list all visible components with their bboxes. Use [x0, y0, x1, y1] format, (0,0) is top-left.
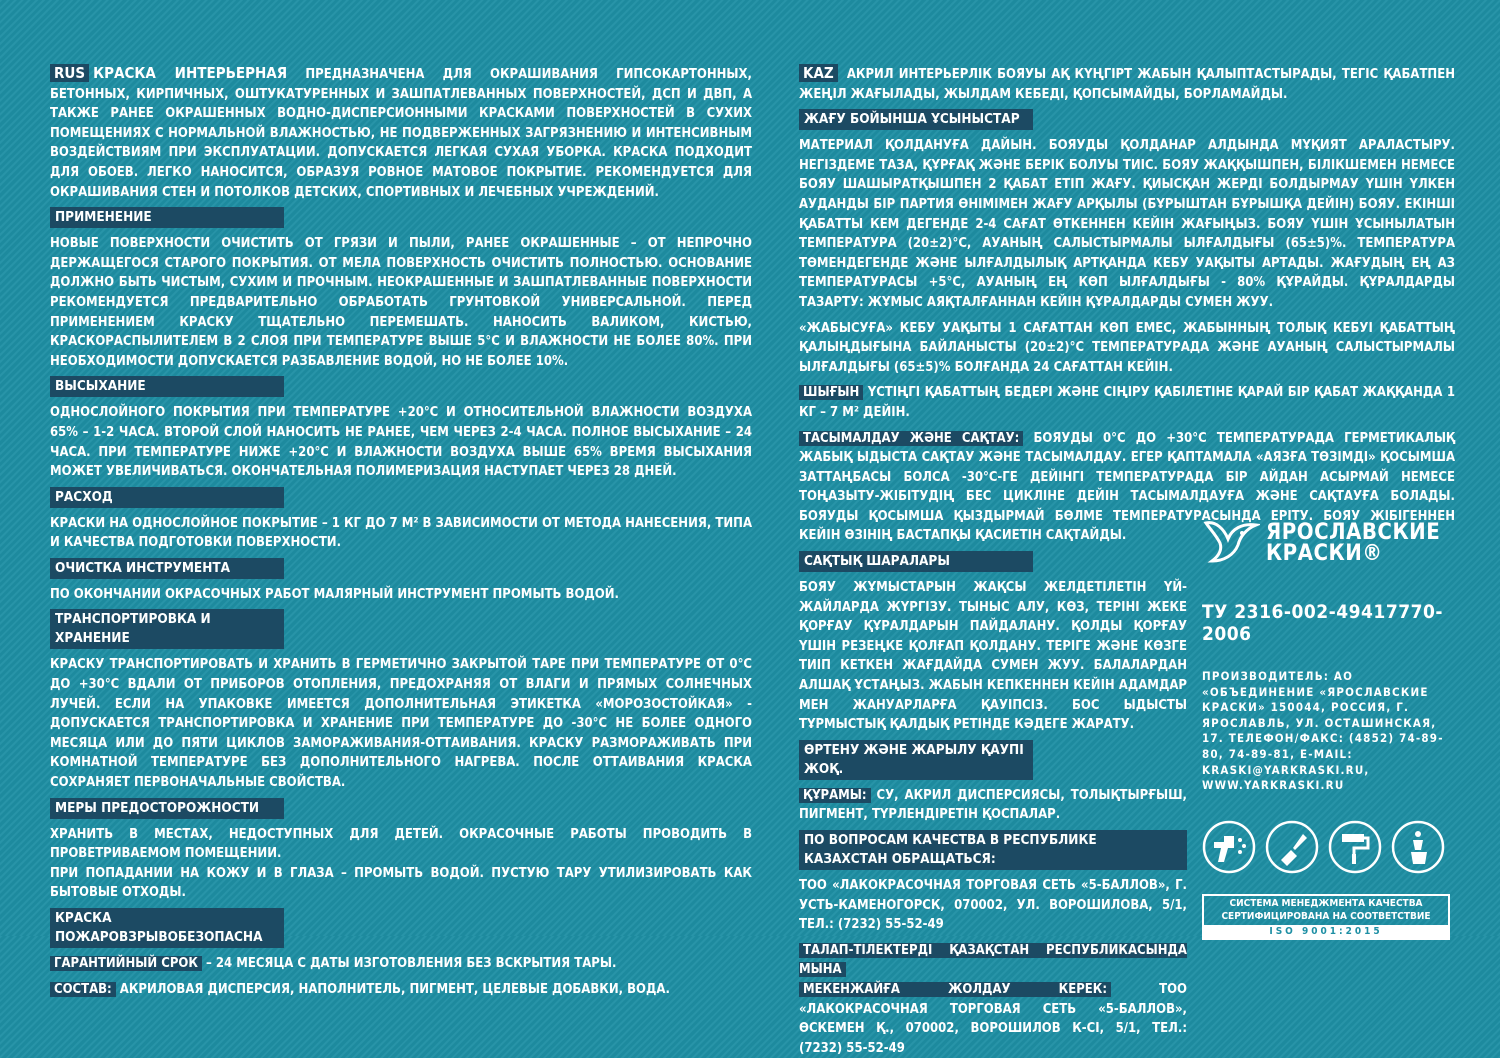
rus-intro	[50, 64, 752, 202]
rus-warranty	[50, 954, 752, 974]
kaz-intro	[799, 64, 1455, 104]
iso-line-1: СИСТЕМА МЕНЕДЖМЕНТА КАЧЕСТВА	[1229, 897, 1423, 909]
kaz-claims-text: ТОО «ЛАКОКРАСОЧНАЯ ТОРГОВАЯ СЕТЬ «5-БАЛЛОВ», ӨСКЕМЕН Қ., 070002, ВОРОШИЛОВ К-СІ, 5/1, ТЕЛ.: (7232) 55-52-49	[799, 981, 1187, 1056]
rus-drying-text: ОДНОСЛОЙНОГО ПОКРЫТИЯ ПРИ ТЕМПЕРАТУРЕ +20°С И ОТНОСИТЕЛЬНОЙ ВЛАЖНОСТИ ВОЗДУХА 65% – 1-2 ЧАСА. ВТОРОЙ СЛОЙ НАНОСИТЬ НЕ РАНЕЕ, ЧЕМ ЧЕРЕЗ 2-4 ЧАСА. ПОЛНОЕ ВЫСЫХАНИЕ – 24 ЧАСА. ПРИ ТЕМПЕРАТУРЕ НИЖЕ +20°С И ВЛАЖНОСТИ ВОЗДУХА ВЫШЕ 65% ВРЕМЯ ВЫСЫХАНИЯ МОЖЕТ УВЕЛИЧИВАТЬСЯ. ОКОНЧАТЕЛЬНАЯ ПОЛИМЕРИЗАЦИЯ НАСТУПАЕТ ЧЕРЕЗ 28 ДНЕЙ.	[50, 405, 752, 480]
iso-line-2: СЕРТИФИЦИРОВАНА НА СООТВЕТСТВИЕ	[1221, 910, 1431, 922]
rus-fire-safe: КРАСКА ПОЖАРОВЗРЫВОБЕЗОПАСНА	[50, 908, 284, 948]
kaz-storage-label: ТАСЫМАЛДАУ ЖӘНЕ САҚТАУ:	[799, 431, 1023, 446]
kaz-composition-text: СУ, АКРИЛ ДИСПЕРСИЯСЫ, ТОЛЫҚТЫРҒЫШ, ПИГМЕНТ, ТҮРЛЕНДІРЕТІН ҚОСПАЛАР.	[799, 787, 1187, 823]
rus-cleaning-header: ОЧИСТКА ИНСТРУМЕНТА	[50, 558, 284, 579]
kaz-usage-text-1: МАТЕРИАЛ ҚОЛДАНУҒА ДАЙЫН. БОЯУДЫ ҚОЛДАНАР АЛДЫНДА МҰҚИЯТ АРАЛАСТЫРУ. НЕГІЗДЕМЕ ТАЗА, ҚҰРҒАҚ ЖӘНЕ БЕРІК БОЛУЫ ТИІС. БОЯУ ЖАҚҚЫШПЕН, БІЛІКШЕМЕН НЕМЕСЕ БОЯУ ШАШЫРАТҚЫШПЕН 2 ҚАБАТ ЕТІП ЖАҒУ. ҚИЫСҚАН ЖЕРДІ БОЛДЫРМАУ ҮШІН ҮЛКЕН АУДАНДЫ БІР ПАРТИЯ ӨНІМІМЕН ЖАҒУ АРҚЫЛЫ (БҰРЫШТАН БҰРЫШҚА ДЕЙІН) БОЯУ. ЕКІНШІ ҚАБАТТЫ КЕМ ДЕГЕНДЕ 2-4 САҒАТ ӨТКЕННЕН КЕЙІН ЖАҒЫҢЫЗ. БОЯУ ҮШІН ҰСЫНЫЛАТЫН ТЕМПЕРАТУРА (20±2)°С, АУАНЫҢ САЛЫСТЫРМАЛЫ ЫЛҒАЛДЫҒЫ (65±5)%. ТЕМПЕРАТУРА ТӨМЕНДЕГЕНДЕ ЖӘНЕ ЫЛҒАЛДЫЛЫҚ АРТҚАНДА КЕБУ УАҚЫТЫ АРТАДЫ. ЖАҒУДЫҢ ЕҢ АЗ ТЕМПЕРАТУРАСЫ +5°С, АУАНЫҢ ЕҢ КӨП ЫЛҒАЛДЫҒЫ - 80% ҚҰРАЙДЫ. ҚҰРАЛДАРДЫ ТАЗАРТУ: ЖҰМЫС АЯҚТАЛҒАННАН КЕЙІН ҚҰРАЛДАРДЫ СУМЕН ЖУУ.	[799, 138, 1455, 310]
iso-line-3: ISO 9001:2015	[1204, 925, 1448, 938]
rus-composition-label: СОСТАВ:	[50, 982, 116, 997]
rus-transport-header: ТРАНСПОРТИРОВКА И ХРАНЕНИЕ	[50, 609, 284, 649]
manufacturer-info: ПРОИЗВОДИТЕЛЬ: АО «ОБЪЕДИНЕНИЕ «ЯРОСЛАВСКИЕ КРАСКИ» 150044, РОССИЯ, Г. ЯРОСЛАВЛЬ, УЛ. ОСТАШИНСКАЯ, 17. ТЕЛЕФОН/ФАКС: (4852) 74-89-80, 74-89-81, E-MAIL: KRASKI@YARKRASKI.RU, WWW.YARKRASKI.RU	[1202, 669, 1444, 793]
rus-composition-text: АКРИЛОВАЯ ДИСПЕРСИЯ, НАПОЛНИТЕЛЬ, ПИГМЕНТ, ЦЕЛЕВЫЕ ДОБАВКИ, ВОДА.	[115, 981, 670, 997]
kaz-lang-tag: KAZ	[799, 64, 838, 82]
rus-warranty-text: – 24 МЕСЯЦА С ДАТЫ ИЗГОТОВЛЕНИЯ БЕЗ ВСКРЫТИЯ ТАРЫ.	[201, 956, 617, 971]
logo-line-2: КРАСКИ®	[1266, 541, 1383, 566]
rus-consumption-text: КРАСКИ НА ОДНОСЛОЙНОЕ ПОКРЫТИЕ – 1 КГ ДО 7 М² В ЗАВИСИМОСТИ ОТ МЕТОДА НАНЕСЕНИЯ, ТИПА И КАЧЕСТВА ПОДГОТОВКИ ПОВЕРХНОСТИ.	[50, 515, 752, 551]
kaz-usage-text-2: «ЖАБЫСУҒА» КЕБУ УАҚЫТЫ 1 САҒАТТАН КӨП ЕМЕС, ЖАБЫННЫҢ ТОЛЫҚ КЕБУІ ҚАБАТТЫҢ ҚАЛЫҢДЫҒЫНА БАЙЛАНЫСТЫ (20±2)°С ТЕМПЕРАТУРАДА ЖӘНЕ АУАНЫҢ САЛЫСТЫРМАЛЫ ЫЛҒАЛДЫҒЫ (65±5)% БОЛҒАНДА 24 САҒАТТАН КЕЙІН.	[799, 320, 1455, 375]
kaz-claims-header-1: ТАЛАП-ТІЛЕКТЕРДІ ҚАЗАҚСТАН РЕСПУБЛИКАСЫНДА МЫНА	[799, 942, 1187, 978]
kaz-quality-text: ТОО «ЛАКОКРАСОЧНАЯ ТОРГОВАЯ СЕТЬ «5-БАЛЛОВ», Г. УСТЬ-КАМЕНОГОРСК, 070002, УЛ. ВОРОШИЛОВА, 5/1, ТЕЛ.: (7232) 55-52-49	[799, 878, 1187, 933]
kaz-composition-label: ҚҰРАМЫ:	[799, 788, 871, 803]
kaz-consumption-text: ҮСТІҢГІ ҚАБАТТЫҢ БЕДЕРІ ЖӘНЕ СІҢІРУ ҚАБІЛЕТІНЕ ҚАРАЙ БІР ҚАБАТ ЖАҚҚАНДА 1 КГ – 7 М² ДЕЙІН.	[799, 385, 1455, 420]
usage-icons	[1202, 820, 1455, 874]
rus-precautions-text-2: ПРИ ПОПАДАНИИ НА КОЖУ И В ГЛАЗА – ПРОМЫТЬ ВОДОЙ. ПУСТУЮ ТАРУ УТИЛИЗИРОВАТЬ КАК БЫТОВЫЕ ОТХОДЫ.	[50, 865, 752, 901]
kaz-claims-header-2: МЕКЕНЖАЙҒА ЖОЛДАУ КЕРЕК:	[799, 982, 1111, 997]
spray-gun-icon	[1202, 820, 1256, 874]
brush-icon	[1265, 820, 1319, 874]
kaz-composition	[799, 786, 1187, 825]
kaz-usage-header: ЖАҒУ БОЙЫНША ҰСЫНЫСТАР	[799, 109, 1033, 130]
logo-line-1: ЯРОСЛАВСКИЕ	[1266, 520, 1441, 545]
kaz-consumption-label: ШЫҒЫН	[799, 385, 863, 400]
rus-drying-header: ВЫСЫХАНИЕ	[50, 376, 284, 397]
rus-lang-tag: RUS	[50, 64, 89, 82]
rus-composition	[50, 980, 752, 1000]
rus-product-name: КРАСКА ИНТЕРЬЕРНАЯ	[93, 64, 288, 82]
rus-consumption-header: РАСХОД	[50, 487, 284, 508]
rus-transport-text: КРАСКУ ТРАНСПОРТИРОВАТЬ И ХРАНИТЬ В ГЕРМЕТИЧНО ЗАКРЫТОЙ ТАРЕ ПРИ ТЕМПЕРАТУРЕ ОТ 0°С ДО +30°С ВДАЛИ ОТ ПРИБОРОВ ОТОПЛЕНИЯ, ПРЕДОХРАНЯЯ ОТ ВЛАГИ И ПРЯМЫХ СОЛНЕЧНЫХ ЛУЧЕЙ. ЕСЛИ НА УПАКОВКЕ ИМЕЕТСЯ ДОПОЛНИТЕЛЬНАЯ ЭТИКЕТКА «МОРОЗОСТОЙКАЯ» - ДОПУСКАЕТСЯ ТРАНСПОРТИРОВКА И ХРАНЕНИЕ ПРИ ТЕМПЕРАТУРЕ ДО -30°С НЕ БОЛЕЕ ОДНОГО МЕСЯЦА ИЛИ ДО ПЯТИ ЦИКЛОВ ЗАМОРАЖИВАНИЯ-ОТТАИВАНИЯ. КРАСКУ РАЗМОРАЖИВАТЬ ПРИ КОМНАТНОЙ ТЕМПЕРАТУРЕ БЕЗ ДОПОЛНИТЕЛЬНОГО НАГРЕВА. ПОСЛЕ ОТТАИВАНИЯ КРАСКА СОХРАНЯЕТ ПЕРВОНАЧАЛЬНЫЕ СВОЙСТВА.	[50, 657, 752, 791]
rus-application-text: НОВЫЕ ПОВЕРХНОСТИ ОЧИСТИТЬ ОТ ГРЯЗИ И ПЫЛИ, РАНЕЕ ОКРАШЕННЫЕ – ОТ НЕПРОЧНО ДЕРЖАЩЕГОСЯ СТАРОГО ПОКРЫТИЯ. ОТ МЕЛА ПОВЕРХНОСТЬ ОЧИСТИТЬ ПОЛНОСТЬЮ. ОСНОВАНИЕ ДОЛЖНО БЫТЬ ЧИСТЫМ, СУХИМ И ПРОЧНЫМ. НЕОКРАШЕННЫЕ И ЗАШПАТЛЕВАННЫЕ ПОВЕРХНОСТИ РЕКОМЕНДУЕТСЯ ПРЕДВАРИТЕЛЬНО ОБРАБОТАТЬ ГРУНТОВКОЙ УНИВЕРСАЛЬНОЙ. ПЕРЕД ПРИМЕНЕНИЕМ КРАСКУ ТЩАТЕЛЬНО ПЕРЕМЕШАТЬ. НАНОСИТЬ ВАЛИКОМ, КИСТЬЮ, КРАСКОРАСПЫЛИТЕЛЕМ В 2 СЛОЯ ПРИ ТЕМПЕРАТУРЕ ВЫШЕ 5°С И ВЛАЖНОСТИ НЕ БОЛЕЕ 80%. ПРИ НЕОБХОДИМОСТИ ДОПУСКАЕТСЯ РАЗБАВЛЕНИЕ ВОДОЙ, НО НЕ БОЛЕЕ 10%.	[50, 236, 752, 369]
tu-number: ТУ 2316-002-49417770-2006	[1202, 601, 1443, 645]
kaz-precautions-header: САҚТЫҚ ШАРАЛАРЫ	[799, 551, 1033, 572]
brand-block	[1202, 515, 1455, 940]
recycle-bin-icon	[1391, 820, 1445, 874]
kaz-fire-safe: ӨРТЕНУ ЖӘНЕ ЖАРЫЛУ ҚАУПІ ЖОҚ.	[799, 740, 1033, 780]
rus-precautions-header: МЕРЫ ПРЕДОСТОРОЖНОСТИ	[50, 798, 284, 819]
kaz-storage-text: БОЯУДЫ 0°С ДО +30°С ТЕМПЕРАТУРАДА ГЕРМЕТИКАЛЫҚ ЖАБЫҚ ЫДЫСТА САҚТАУ ЖӘНЕ ТАСЫМАЛДАУ. ЕГЕР ҚАПТАМАЛА «АЯЗҒА ТӨЗІМДІ» ҚОСЫМША ЗАТТАҢБАСЫ БОЛСА -30°С-ГЕ ДЕЙІНГІ ТЕМПЕРАТУРАДА БІР АЙДАН АСЫРМАЙ НЕМЕСЕ ТОҢАЗЫТУ-ЖІБІТУДІҢ БЕС ЦИКЛІНЕ ДЕЙІН ТАСЫМАЛДАУҒА ЖӘНЕ САҚТАУҒА БОЛАДЫ. БОЯУДЫ ҚОСЫМША ҚЫЗДЫРМАЙ БӨЛМЕ ТЕМПЕРАТУРАСЫНДА ЕРІТУ. БОЯУ ЖІБІГЕННЕН КЕЙІН ӨЗІНІҢ БАСТАПҚЫ ҚАСИЕТІН САҚТАЙДЫ.	[799, 430, 1455, 544]
rus-cleaning-text: ПО ОКОНЧАНИИ ОКРАСОЧНЫХ РАБОТ МАЛЯРНЫЙ ИНСТРУМЕНТ ПРОМЫТЬ ВОДОЙ.	[50, 586, 619, 602]
rus-column	[50, 58, 752, 999]
roller-icon	[1328, 820, 1382, 874]
kaz-claims	[799, 941, 1187, 1058]
rus-precautions-text-1: ХРАНИТЬ В МЕСТАХ, НЕДОСТУПНЫХ ДЛЯ ДЕТЕЙ. ОКРАСОЧНЫЕ РАБОТЫ ПРОВОДИТЬ В ПРОВЕТРИВАЕМОМ ПОМЕЩЕНИИ.	[50, 826, 752, 862]
rus-intro-text: ПРЕДНАЗНАЧЕНА ДЛЯ ОКРАШИВАНИЯ ГИПСОКАРТОННЫХ, БЕТОННЫХ, КИРПИЧНЫХ, ОШТУКАТУРЕННЫХ И ЗАШПАТЛЕВАННЫХ ПОВЕРХНОСТЕЙ, ДСП И ДВП, А ТАКЖЕ РАНЕЕ ОКРАШЕННЫХ ВОДНО-ДИСПЕРСИОННЫМИ КРАСКАМИ ПОВЕРХНОСТЕЙ В СУХИХ ПОМЕЩЕНИЯХ С НОРМАЛЬНОЙ ВЛАЖНОСТЬЮ, НЕ ПОДВЕРЖЕННЫХ ЗАГРЯЗНЕНИЮ И ИНТЕНСИВНЫМ ВОЗДЕЙСТВИЯМ ПРИ ЭКСПЛУАТАЦИИ. ДОПУСКАЕТСЯ ЛЕГКАЯ СУХАЯ УБОРКА. КРАСКА ПОДХОДИТ ДЛЯ ОБОЕВ. ЛЕГКО НАНОСИТСЯ, ОБРАЗУЯ РОВНОЕ МАТОВОЕ ПОКРЫТИЕ. РЕКОМЕНДУЕТСЯ ДЛЯ ОКРАШИВАНИЯ СТЕН И ПОТОЛКОВ ДЕТСКИХ, СПОРТИВНЫХ И ЛЕЧЕБНЫХ УЧРЕЖДЕНИЙ.	[50, 67, 752, 200]
kaz-intro-text: АКРИЛ ИНТЕРЬЕРЛІК БОЯУЫ АҚ КҮҢГІРТ ЖАБЫН ҚАЛЫПТАСТЫРАДЫ, ТЕГІС ҚАБАТПЕН ЖЕҢІЛ ЖАҒЫЛАДЫ, ЖЫЛДАМ КЕБЕДІ, ҚОПСЫМАЙДЫ, БОРЛАМАЙДЫ.	[799, 67, 1455, 102]
kaz-consumption	[799, 383, 1455, 422]
rus-application-header: ПРИМЕНЕНИЕ	[50, 207, 284, 228]
brand-logo	[1202, 515, 1455, 571]
kaz-precautions-text: БОЯУ ЖҰМЫСТАРЫН ЖАҚСЫ ЖЕЛДЕТІЛЕТІН ҮЙ-ЖАЙЛАРДА ЖҮРГІЗУ. ТЫНЫС АЛУ, КӨЗ, ТЕРІНІ ЖЕКЕ ҚОРҒАУ ҚҰРАЛДАРЫН ПАЙДАЛАНУ. ҚОЛДЫ ҚОРҒАУ ҮШІН РЕЗЕҢКЕ ҚОЛҒАП ҚОЛДАНУ. ТЕРІГЕ ЖӘНЕ КӨЗГЕ ТИІП КЕТКЕН ЖАҒДАЙДА СУМЕН ЖУУ. БАЛАЛАРДАН АЛШАҚ ҰСТАҢЫЗ. ЖАБЫН КЕПКЕННЕН КЕЙІН АДАМДАР МЕН ЖАНУАРЛАРҒА ҚАУІПСІЗ. БОС ЫДЫСТЫ ТҰРМЫСТЫҚ ҚАЛДЫҚ РЕТІНДЕ КӘДЕГЕ ЖАРАТУ.	[799, 580, 1187, 733]
iso-certification	[1202, 894, 1450, 940]
rus-warranty-label: ГАРАНТИЙНЫЙ СРОК	[50, 956, 202, 971]
dove-icon	[1202, 515, 1266, 571]
kaz-quality-header: ПО ВОПРОСАМ КАЧЕСТВА В РЕСПУБЛИКЕ КАЗАХСТАН ОБРАЩАТЬСЯ:	[799, 830, 1187, 870]
